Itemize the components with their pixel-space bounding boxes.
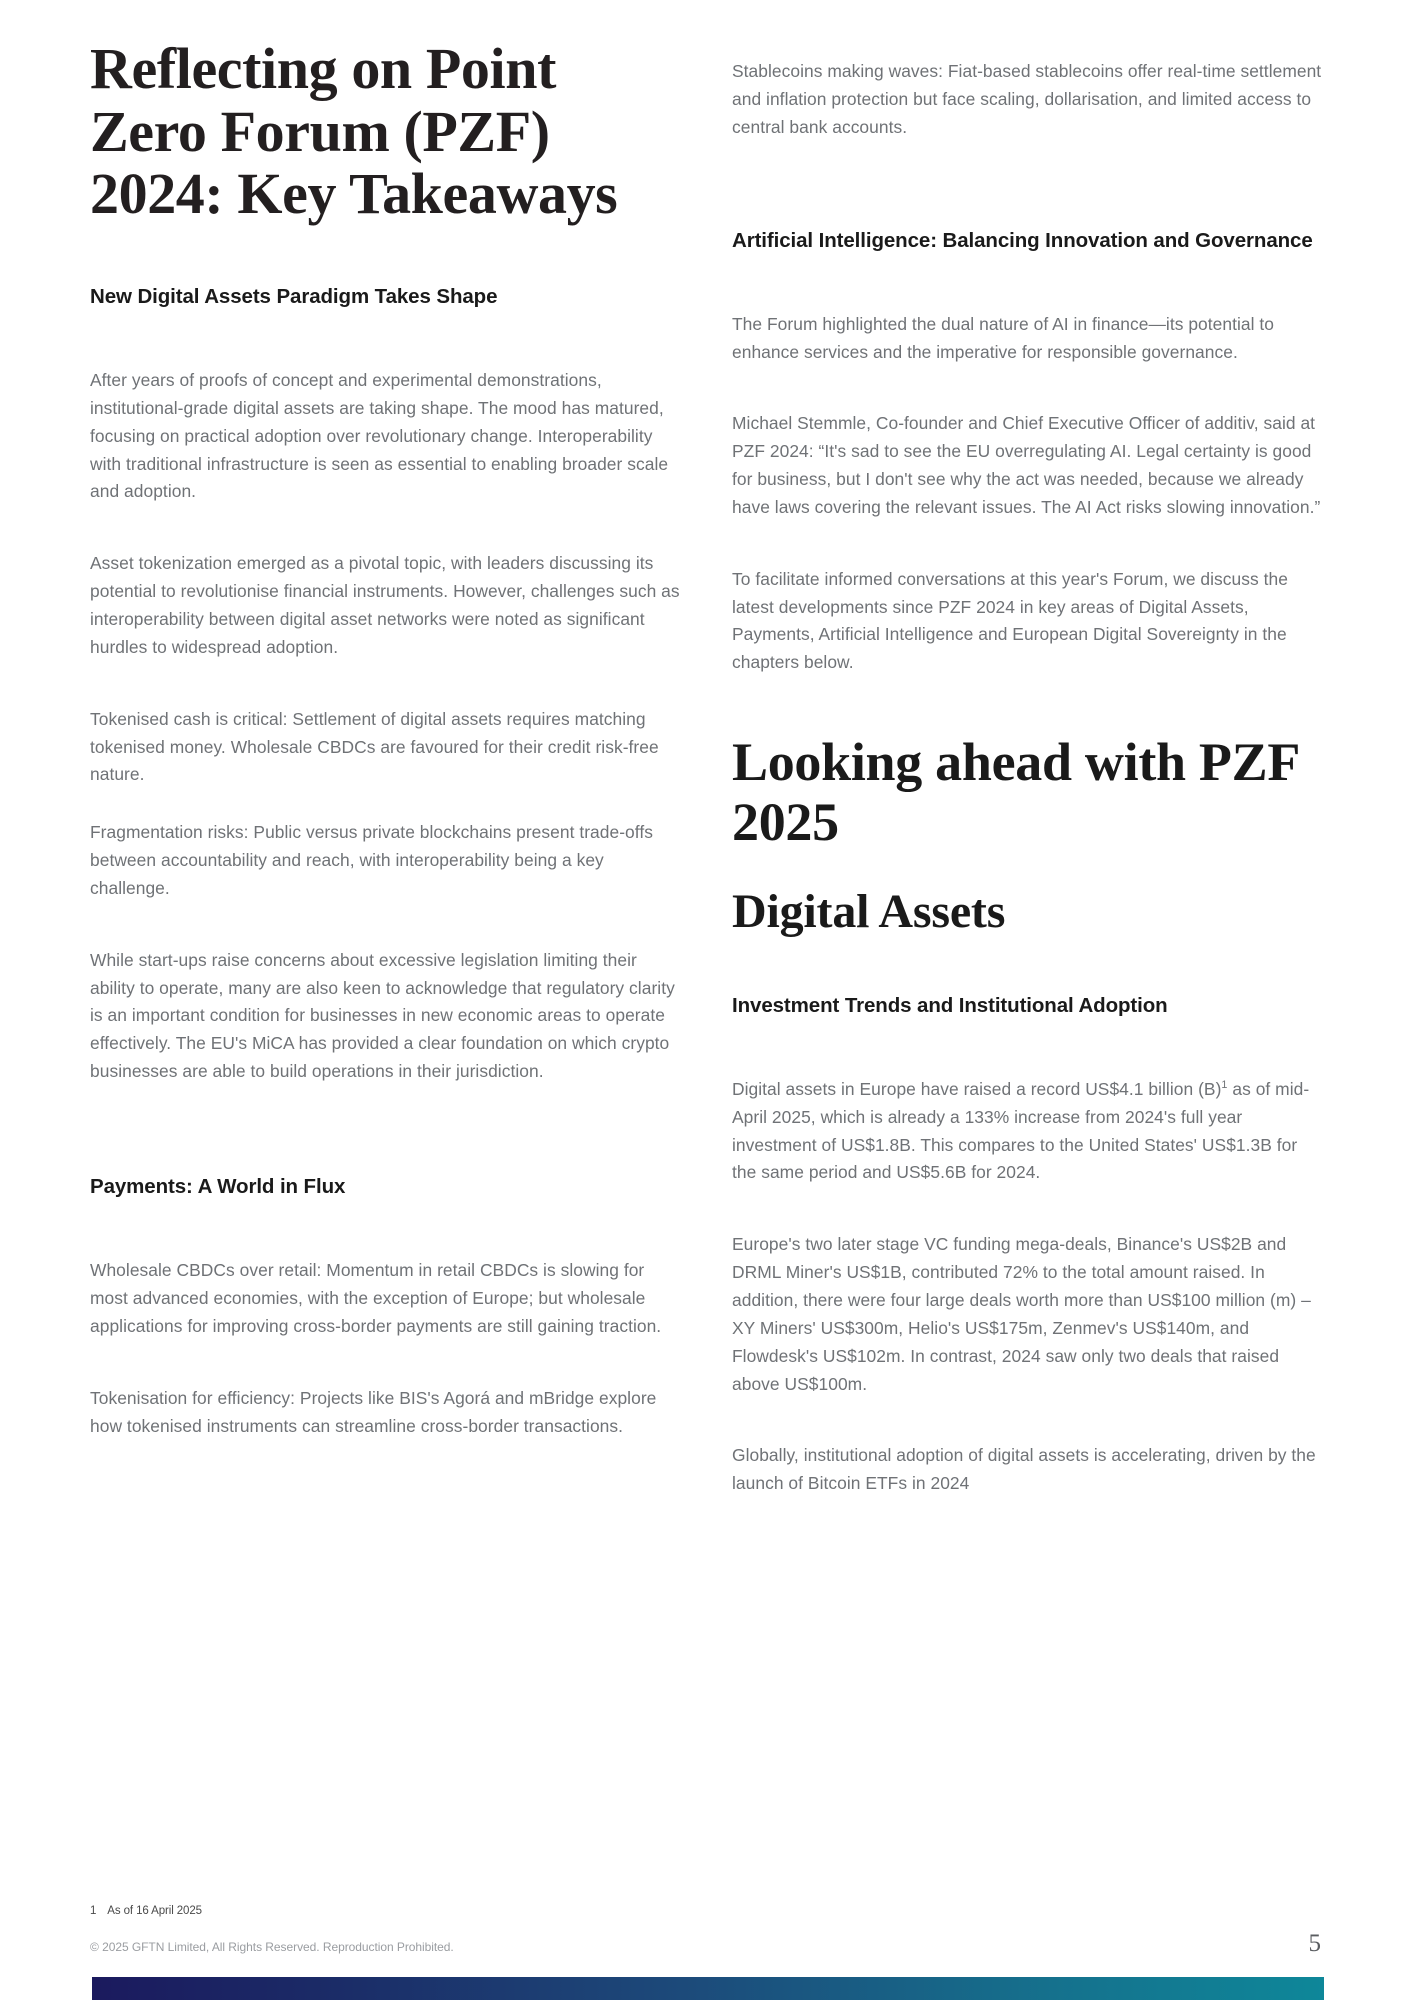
paragraph-asset-tokenization: Asset tokenization emerged as a pivotal topic, with leaders discussing its potential to revolutionise financial instruments. However, challenges such as interoperability between digital asset networks were noted as significant hurdles to widespread adoption. — [90, 553, 680, 657]
paragraph-wholesale-cbdcs: Wholesale CBDCs over retail: Momentum in retail CBDCs is slowing for most advanced economies, with the exception of Europe; but wholesale applications for improving cross-border payments are still gaining traction. — [90, 1260, 662, 1336]
copyright-notice: © 2025 GFTN Limited, All Rights Reserved. Reproduction Prohibited. — [90, 1940, 454, 1954]
right-column — [732, 38, 1324, 1888]
paragraph-facilitate-conversations: To facilitate informed conversations at this year's Forum, we discuss the latest developments since PZF 2024 in key areas of Digital Assets, Payments, Artificial Intelligence and European Digital Sovereignty in the chapters below. — [732, 568, 1288, 673]
page-title: Reflecting on Point Zero Forum (PZF) 2024: Key Takeaways — [90, 36, 618, 227]
footnote-text: As of 16 April 2025 — [107, 1905, 202, 1917]
paragraph-fragmentation-risks: Fragmentation risks: Public versus private blockchains present trade-offs between accountability and reach, with interoperability being a key challenge. — [90, 822, 653, 898]
investment-text-part-a: Digital assets in Europe have raised a record US$4.1 billion (B) — [732, 1078, 1222, 1099]
paragraph-startups-regulation: While start-ups raise concerns about excessive legislation limiting their ability to operate, many are also keen to acknowledge that regulatory clarity is an important condition for businesses in new economic areas to operate effectively. The EU's MiCA has provided a clear foundation on which crypto businesses are able to build operations in their jurisdiction. — [90, 949, 675, 1082]
paragraph-institutional-adoption: Globally, institutional adoption of digital assets is accelerating, driven by the launch of Bitcoin ETFs in 2024 — [732, 1445, 1316, 1494]
paragraph-stemmle-quote: Michael Stemmle, Co-founder and Chief Executive Officer of additiv, said at PZF 2024: “It's sad to see the EU overregulating AI. Legal certainty is good for business, but I don't see why the act was needed, because we already have laws covering the relevant issues. The AI Act risks slowing innovation.” — [732, 413, 1321, 517]
section-heading-artificial-intelligence: Artificial Intelligence: Balancing Innovation and Governance — [732, 228, 1313, 252]
section-heading-digital-assets-paradigm: New Digital Assets Paradigm Takes Shape — [90, 284, 498, 308]
paragraph-stablecoins: Stablecoins making waves: Fiat-based stablecoins offer real-time settlement and inflation protection but face scaling, dollarisation, and limited access to central bank accounts. — [732, 61, 1322, 137]
spacer — [90, 1116, 682, 1170]
paragraph-investment-record — [732, 1076, 1324, 1187]
page-number: 5 — [1308, 1930, 1321, 1957]
paragraph-tokenised-cash: Tokenised cash is critical: Settlement of digital assets requires matching tokenised money. Wholesale CBDCs are favoured for their credit risk-free nature. — [90, 708, 659, 785]
spacer — [90, 347, 682, 367]
investment-text-part-b: as of mid-April 2025, which is already a 133% increase from 2024's full year investment of US$1.8B. This compares to the United States' US$1.3B for the same period and US$5.6B for 2024. — [732, 1078, 1310, 1183]
spacer — [732, 291, 1324, 311]
spacer — [732, 38, 1324, 58]
paragraph-ai-dual-nature: The Forum highlighted the dual nature of AI in finance—its potential to enhance services and the imperative for responsible governance. — [732, 313, 1275, 362]
paragraph-institutional-grade: After years of proofs of concept and experimental demonstrations, institutional-grade digital assets are taking shape. The mood has matured, focusing on practical adoption over revolutionary change. Interoperability with traditional infrastructure is seen as essential to enabling broader scale and adoption. — [90, 370, 669, 502]
spacer — [732, 186, 1324, 224]
heading-looking-ahead: Looking ahead with PZF 2025 — [732, 732, 1299, 852]
two-column-layout — [90, 38, 1324, 1888]
left-column — [90, 38, 682, 1888]
spacer — [90, 1237, 682, 1257]
paragraph-tokenisation-efficiency: Tokenisation for efficiency: Projects like BIS's Agorá and mBridge explore how tokenised instruments can streamline cross-border transactions. — [90, 1387, 657, 1436]
footnote — [90, 1905, 790, 1917]
section-heading-payments: Payments: A World in Flux — [90, 1174, 346, 1198]
footnote-reference: 1 — [1221, 1079, 1228, 1092]
footer-gradient-bar — [92, 1977, 1324, 2000]
heading-digital-assets: Digital Assets — [732, 884, 1006, 938]
section-heading-investment-trends: Investment Trends and Institutional Adoption — [732, 993, 1168, 1017]
spacer — [732, 1056, 1324, 1076]
footnote-marker: 1 — [90, 1905, 97, 1917]
paragraph-mega-deals: Europe's two later stage VC funding mega-deals, Binance's US$2B and DRML Miner's US$1B, contributed 72% to the total amount raised. In addition, there were four large deals worth more than US$100 million (m) – XY Miners' US$300m, Helio's US$175m, Zenmev's US$140m, and Flowdesk's US$102m. In contrast, 2024 saw only two deals that raised above US$100m. — [732, 1234, 1311, 1394]
